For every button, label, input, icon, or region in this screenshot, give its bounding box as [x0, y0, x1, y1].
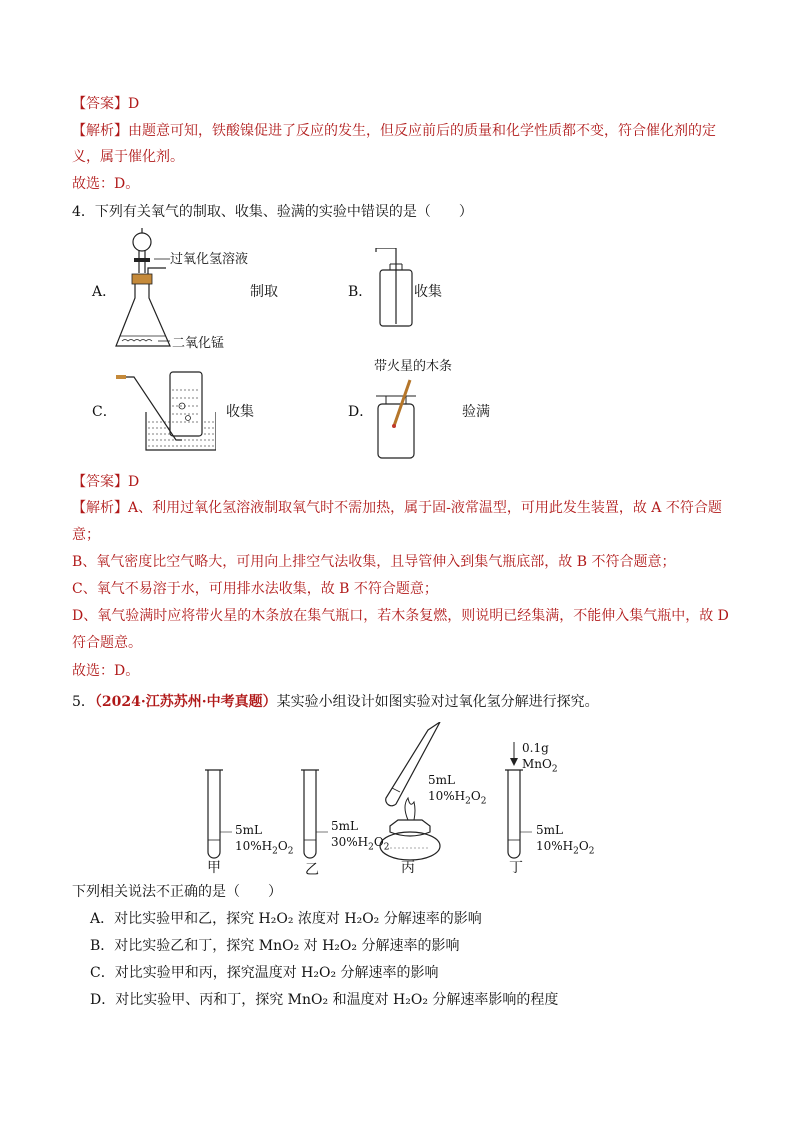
q4-option-a-word: 制取: [250, 284, 278, 300]
analysis-text: 由题意可知，铁酸镍促进了反应的发生，但反应前后的质量和化学性质都不变，符合催化剂的定: [128, 123, 716, 139]
tube-ding-vol: 5mL: [536, 823, 563, 837]
tube-jia-conc: $10\%H_2O_2$: [235, 839, 294, 857]
q5-question: 下列相关说法不正确的是（ ）: [72, 884, 282, 900]
q4-analysis-a2: 意；: [72, 527, 100, 543]
answer-value: D: [128, 474, 140, 490]
q5-option-d: D．对比实验甲、丙和丁，探究 MnO₂ 和温度对 H₂O₂ 分解速率影响的程度: [90, 992, 559, 1008]
gas-bottle-upward-icon: [370, 248, 420, 330]
answer-value: D: [128, 96, 140, 112]
mno2-amount: 0.1g: [522, 741, 549, 755]
q5-source: （2024·江苏苏州·中考真题）: [94, 694, 277, 710]
q4-analysis-b: B、氧气密度比空气略大，可用向上排空气法收集，且导管伸入到集气瓶底部，故 B 不符合题意；: [72, 554, 676, 570]
analysis-text: A、利用过氧化氢溶液制取氧气时不需加热，属于固-液常温型，可用此发生装置，故 A 不符合题: [128, 500, 722, 516]
q5-stem-line: [72, 692, 599, 712]
q4-option-a-letter: A．: [92, 284, 117, 300]
q3-answer-line: [72, 94, 139, 114]
tube-yi-conc: $30\%H_2O_2$: [331, 835, 390, 853]
q5-option-a: A．对比实验甲和乙，探究 H₂O₂ 浓度对 H₂O₂ 分解速率的影响: [90, 911, 482, 927]
q5-number: 5．: [72, 694, 95, 710]
tube-jia-vol: 5mL: [235, 823, 262, 837]
q4-stem: 4．下列有关氧气的制取、收集、验满的实验中错误的是（ ）: [72, 204, 473, 220]
label-manganese-dioxide: 二氧化锰: [172, 336, 225, 351]
answer-tag: 【答案】: [72, 474, 128, 490]
q4-option-b-word: 收集: [414, 284, 442, 300]
tube-yi-vol: 5mL: [331, 819, 358, 833]
q4-choice: 故选：D。: [72, 663, 140, 679]
q4-answer-line: [72, 472, 139, 492]
q4-analysis-d1: D、氧气验满时应将带火星的木条放在集气瓶口，若木条复燃，则说明已经集满，不能伸入集气瓶中，故 D: [72, 608, 729, 624]
label-glowing-splint: 带火星的木条: [374, 359, 453, 374]
tube-yi: [301, 770, 328, 858]
q3-analysis-line1: [72, 121, 716, 141]
q3-analysis-line2: 义，属于催化剂。: [72, 149, 184, 165]
tube-jia: [205, 770, 232, 858]
tube-ding-label: 丁: [509, 860, 523, 876]
gas-bottle-splint-icon: [372, 378, 424, 462]
mno2-label: MnO$_2$: [522, 757, 558, 775]
analysis-tag: 【解析】: [72, 123, 128, 139]
tube-ding-conc: $10\%H_2O_2$: [536, 839, 595, 857]
q4-option-d-word: 验满: [462, 404, 490, 420]
answer-tag: 【答案】: [72, 96, 128, 112]
q4-analysis-c: C、氧气不易溶于水，可用排水法收集，故 B 不符合题意；: [72, 581, 438, 597]
q4-option-c-letter: C．: [92, 404, 117, 420]
tube-yi-label: 乙: [305, 862, 319, 878]
tube-bing-vol: 5mL: [428, 773, 455, 787]
tube-bing-label: 丙: [401, 860, 415, 876]
q4-analysis-a1: [72, 498, 722, 518]
q3-choice: 故选：D。: [72, 176, 140, 192]
q5-option-b: B．对比实验乙和丁，探究 MnO₂ 对 H₂O₂ 分解速率的影响: [90, 938, 460, 954]
q4-analysis-d2: 符合题意。: [72, 635, 142, 651]
q4-option-c-word: 收集: [226, 404, 254, 420]
tube-jia-label: 甲: [207, 860, 221, 876]
water-displacement-icon: [116, 370, 216, 452]
label-hydrogen-peroxide: 过氧化氢溶液: [170, 252, 249, 267]
q5-option-c: C．对比实验甲和丙，探究温度对 H₂O₂ 分解速率的影响: [90, 965, 439, 981]
q4-option-d-letter: D．: [348, 404, 374, 420]
q5-stem: 某实验小组设计如图实验对过氧化氢分解进行探究。: [276, 694, 599, 710]
tube-bing-conc: $10\%H_2O_2$: [428, 789, 487, 807]
q4-option-b-letter: B．: [348, 284, 373, 300]
analysis-tag: 【解析】: [72, 500, 128, 516]
